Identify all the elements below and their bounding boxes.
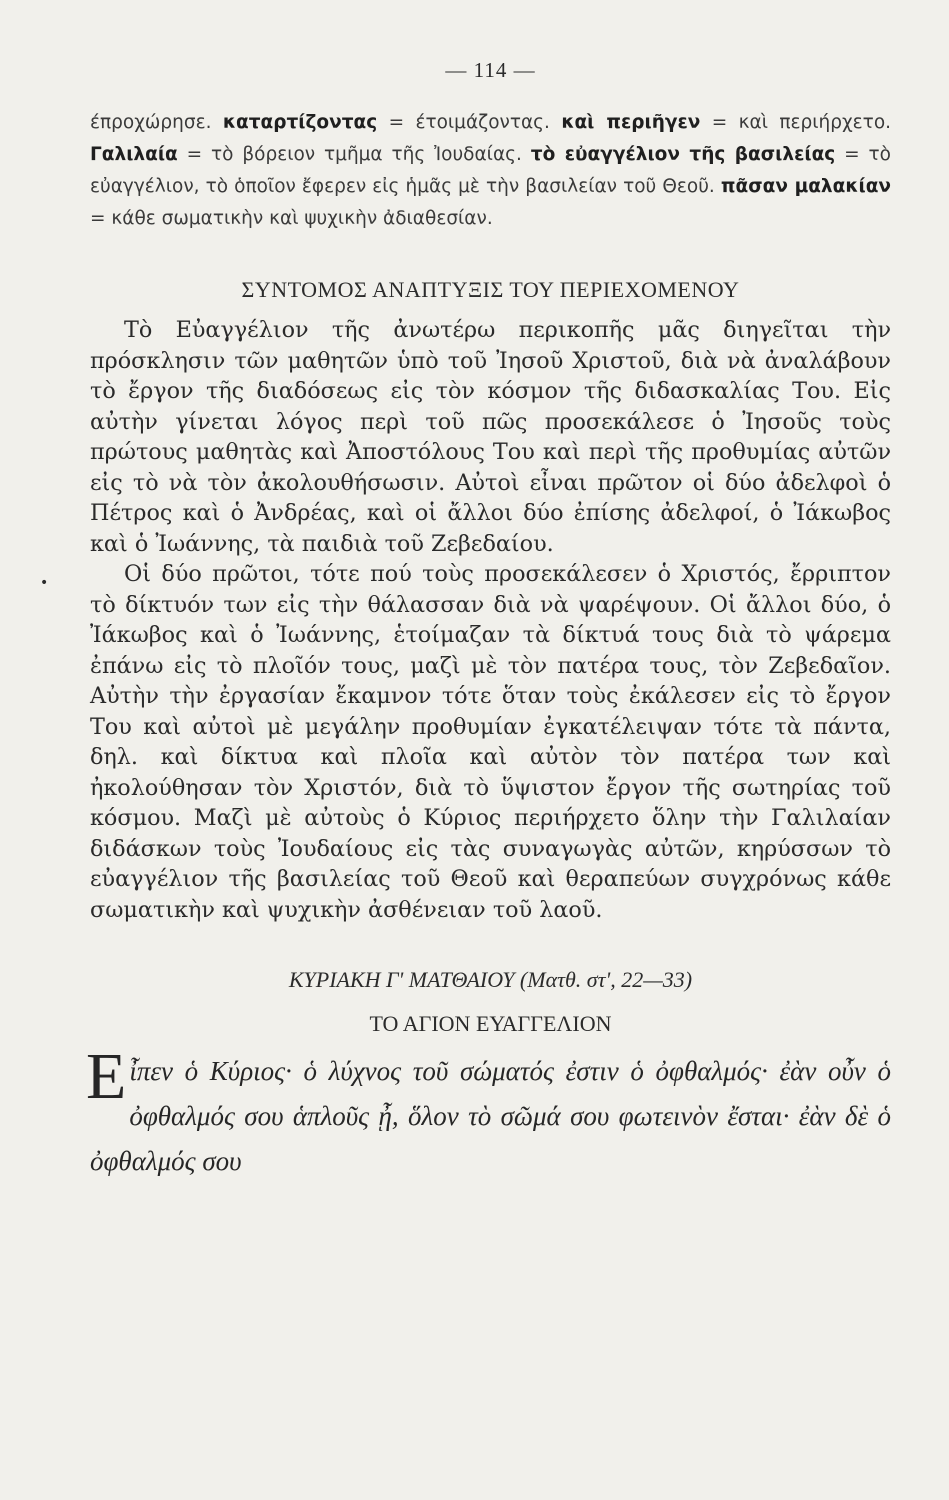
gloss-term: καὶ περιῆγεν [561, 112, 701, 133]
summary-paragraph [90, 559, 891, 925]
gloss-term: τὸ εὐαγγέλιον τῆς βασιλείας [530, 144, 836, 165]
gloss-def: = καὶ περιήρχετο. [700, 112, 892, 133]
summary-text: Οἱ δύο πρῶτοι, τότε πού τοὺς προσεκάλεσεν ὁ Χριστός, ἔρριπτον τὸ δίκτυόν των εἰς τὴν θάλασσαν διὰ νὰ ψαρέψουν. Οἱ ἄλλοι δύο, ὁ Ἰάκωβος καὶ ὁ Ἰωάννης, ἑτοίμαζαν τὰ δίκτυά τους διὰ τὸ ψάρεμα ἐπάνω εἰς τὸ πλοῖόν τους, μαζὶ μὲ τὸν πατέρα τους, τὸν Ζεβεδαῖον. Αὐτὴν τὴν ἐργασίαν ἔκαμνον τότε ὅταν τοὺς ἐκάλεσεν εἰς τὸ ἔργον Του καὶ αὐτοὶ μὲ μεγάλην προθυμίαν ἐγκατέλειψαν τότε τὰ πάντα, δηλ. καὶ δίκτυα καὶ πλοῖα καὶ αὐτὸν τὸν πατέρα των καὶ ἠκολούθησαν τὸν Χριστόν, διὰ τὸ ὕψιστον ἔργον τῆς σωτηρίας τοῦ κόσμου. Μαζὶ μὲ αὐτοὺς ὁ Κύριος περιήρχετο ὅλην τὴν Γαλιλαίαν διδάσκων τοὺς Ἰουδαίους εἰς τὰς συναγωγὰς αὐτῶν, κηρύσσων τὸ εὐαγγέλιον τῆς βασιλείας τοῦ Θεοῦ καὶ θεραπεύων συγχρόνως κάθε σωματικὴν καὶ ψυχικὴν ἀσθένειαν τοῦ λαοῦ. [90, 561, 891, 923]
drop-cap: Ε [86, 1040, 127, 1113]
margin-mark-icon: • [40, 575, 49, 591]
gloss-def: = έτοιμάζοντας. [377, 112, 550, 133]
gloss-def: έπροχώρησε. [90, 112, 212, 133]
gloss-term: καταρτίζοντας [222, 112, 378, 133]
summary-heading: ΣΥΝΤΟΜΟΣ ΑΝΑΠΤΥΞΙΣ ΤΟΥ ΠΕΡΙΕΧΟΜΕΝΟΥ [241, 277, 740, 302]
gospel-heading: ΤΟ ΑΓΙΟΝ ΕΥΑΓΓΕΛΙΟΝ [369, 1011, 612, 1036]
gloss-def: = τὸ εὐαγγέλιον, τὸ ὁποῖον ἔφερεν εἰς ἡμᾶς μὲ τὴν βασιλείαν τοῦ Θεοῦ. [90, 144, 891, 197]
gloss-term: πᾶσαν μαλακίαν [720, 176, 892, 197]
gloss-def: = κάθε σωματικὴν καὶ ψυχικὴν ἀδιαθεσίαν. [90, 208, 493, 229]
gospel-paragraph [86, 1040, 891, 1184]
gospel-text: ἶπεν ὁ Κύριος· ὁ λύχνος τοῦ σώματός ἐστιν ὁ ὀφθαλμός· ἐὰν οὖν ὁ ὀφθαλμός σου ἁπλοῦς ᾖ, ὅλον τὸ σῶμά σου φωτεινὸν ἔσται· ἐὰν δὲ ὁ ὀφθαλμός σου [90, 1056, 891, 1176]
glossary-paragraph [90, 107, 891, 235]
gloss-def: = τὸ βόρειον τμῆμα τῆς Ἰουδαίας. [177, 144, 522, 165]
gloss-term: Γαλιλαία [90, 144, 178, 165]
page-number: — 114 — [445, 58, 536, 82]
summary-paragraph [90, 315, 891, 559]
summary-text: Τὸ Εὐαγγέλιον τῆς ἀνωτέρω περικοπῆς μᾶς διηγεῖται τὴν πρόσκλησιν τῶν μαθητῶν ὑπὸ τοῦ Ἰησοῦ Χριστοῦ, διὰ νὰ ἀναλάβουν τὸ ἔργον τῆς διαδόσεως εἰς τὸν κόσμον τῆς διδασκαλίας Του. Εἰς αὐτὴν γίνεται λόγος περὶ τοῦ πῶς προσεκάλεσε ὁ Ἰησοῦς τοὺς πρώτους μαθητὰς καὶ Ἀποστόλους Του καὶ περὶ τῆς προθυμίας αὐτῶν εἰς τὸ νὰ τὸν ἀκολουθήσωσιν. Αὐτοὶ εἶναι πρῶτον οἱ δύο ἀδελφοὶ ὁ Πέτρος καὶ ὁ Ἀνδρέας, καὶ οἱ ἄλλοι δύο ἐπίσης ἀδελφοί, ὁ Ἰάκωβος καὶ ὁ Ἰωάννης, τὰ παιδιὰ τοῦ Ζεβεδαίου. [90, 317, 891, 557]
sunday-heading: ΚΥΡΙΑΚΗ Γ' ΜΑΤΘΑΙΟΥ (Ματθ. στ', 22—33) [288, 967, 693, 992]
